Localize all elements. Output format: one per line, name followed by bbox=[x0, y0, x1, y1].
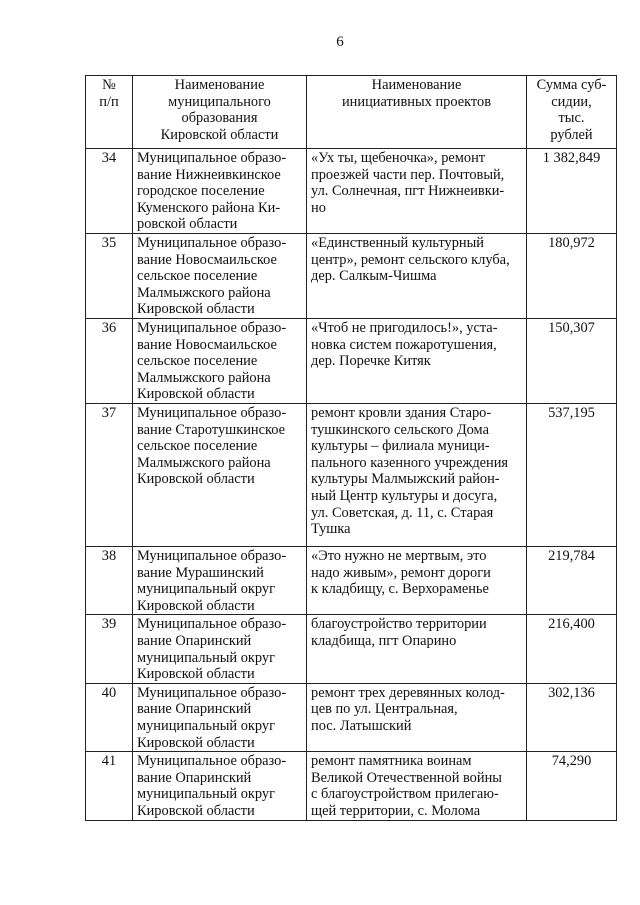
table-row bbox=[86, 404, 617, 547]
row-number: 39 bbox=[86, 615, 133, 683]
row-sum: 180,972 bbox=[527, 234, 617, 319]
row-project: ремонт памятника воинам Великой Отечественной войны с благоустройством прилегаю- щей территории, с. Молома bbox=[307, 752, 527, 820]
row-project: благоустройство территории кладбища, пгт Опарино bbox=[307, 615, 527, 683]
row-number: 35 bbox=[86, 234, 133, 319]
row-project: «Чтоб не пригодилось!», уста- новка систем пожаротушения, дер. Поречке Китяк bbox=[307, 319, 527, 404]
row-project: «Ух ты, щебеночка», ремонт проезжей части пер. Почтовый, ул. Солнечная, пгт Нижнеивки- но bbox=[307, 149, 527, 234]
row-sum: 537,195 bbox=[527, 404, 617, 547]
table-row bbox=[86, 683, 617, 751]
row-project: ремонт трех деревянных колод- цев по ул. Центральная, пос. Латышский bbox=[307, 683, 527, 751]
table-row bbox=[86, 752, 617, 820]
row-project: «Это нужно не мертвым, это надо живым», ремонт дороги к кладбищу, с. Верхораменье bbox=[307, 547, 527, 615]
header-number: № п/п bbox=[86, 76, 133, 149]
table-header-row bbox=[86, 76, 617, 149]
header-project: Наименование инициативных проектов bbox=[307, 76, 527, 149]
row-municipality: Муниципальное образо- вание Новосмаильское сельское поселение Малмыжского района Кировской области bbox=[133, 234, 307, 319]
row-municipality: Муниципальное образо- вание Опаринский муниципальный округ Кировской области bbox=[133, 683, 307, 751]
table-row bbox=[86, 319, 617, 404]
row-sum: 150,307 bbox=[527, 319, 617, 404]
row-sum: 216,400 bbox=[527, 615, 617, 683]
row-number: 40 bbox=[86, 683, 133, 751]
row-municipality: Муниципальное образо- вание Мурашинский муниципальный округ Кировской области bbox=[133, 547, 307, 615]
row-municipality: Муниципальное образо- вание Старотушкинское сельское поселение Малмыжского района Кировской области bbox=[133, 404, 307, 547]
row-number: 37 bbox=[86, 404, 133, 547]
row-number: 41 bbox=[86, 752, 133, 820]
row-number: 38 bbox=[86, 547, 133, 615]
row-municipality: Муниципальное образо- вание Опаринский муниципальный округ Кировской области bbox=[133, 752, 307, 820]
subsidy-table bbox=[85, 75, 617, 821]
row-sum: 302,136 bbox=[527, 683, 617, 751]
row-municipality: Муниципальное образо- вание Опаринский муниципальный округ Кировской области bbox=[133, 615, 307, 683]
row-number: 36 bbox=[86, 319, 133, 404]
row-municipality: Муниципальное образо- вание Нижнеивкинское городское поселение Куменского района Ки- ровской области bbox=[133, 149, 307, 234]
table-row bbox=[86, 234, 617, 319]
header-municipality: Наименование муниципального образования Кировской области bbox=[133, 76, 307, 149]
row-number: 34 bbox=[86, 149, 133, 234]
header-sum: Сумма суб- сидии, тыс. рублей bbox=[527, 76, 617, 149]
table-row bbox=[86, 547, 617, 615]
row-project: «Единственный культурный центр», ремонт сельского клуба, дер. Салкым-Чишма bbox=[307, 234, 527, 319]
row-project: ремонт кровли здания Старо- тушкинского сельского Дома культуры – филиала муници- пального казенного учреждения культуры Малмыжский район- ный Центр культуры и досуга, ул. Советская, д. 11, с. Старая Тушка bbox=[307, 404, 527, 547]
row-sum: 219,784 bbox=[527, 547, 617, 615]
row-municipality: Муниципальное образо- вание Новосмаильское сельское поселение Малмыжского района Кировской области bbox=[133, 319, 307, 404]
table-row bbox=[86, 615, 617, 683]
row-sum: 74,290 bbox=[527, 752, 617, 820]
table-row bbox=[86, 149, 617, 234]
page-number: 6 bbox=[336, 34, 344, 50]
row-sum: 1 382,849 bbox=[527, 149, 617, 234]
